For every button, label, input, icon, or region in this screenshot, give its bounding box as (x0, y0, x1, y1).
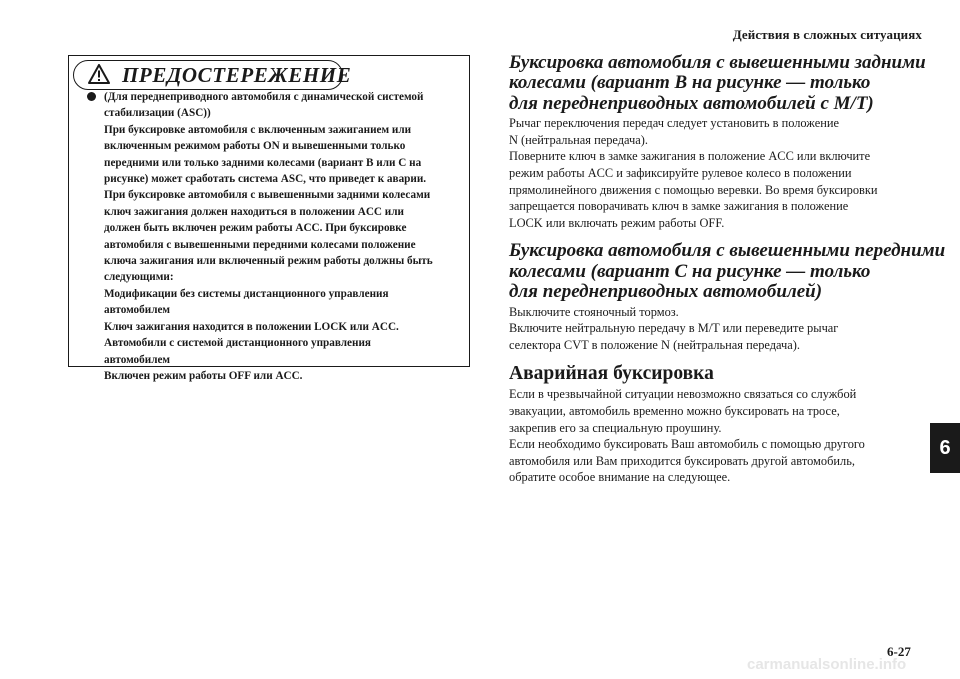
warning-line: При буксировке автомобиля с включенным зажиганием или (104, 123, 412, 136)
body-line: запрещается поворачивать ключ в замке зажигания в положение (509, 199, 849, 214)
body-line: закрепив его за специальную проушину. (509, 420, 722, 435)
warning-line: стабилизации (ASC)) (104, 107, 211, 120)
warning-line: автомобилем (104, 353, 171, 366)
heading-line: Аварийная буксировка (509, 363, 714, 385)
warning-text (104, 89, 465, 384)
content-column (509, 52, 946, 486)
heading-line: колесами (вариант B на рисунке — только (509, 72, 871, 94)
body-line: Включите нейтральную передачу в M/T или переведите рычаг (509, 321, 839, 336)
warning-line: Ключ зажигания находится в положении LOCK или ACC. (104, 320, 399, 333)
warning-line: (Для переднеприводного автомобиля с динамической системой (104, 91, 424, 103)
warning-line: следующими: (104, 271, 174, 284)
warning-title: ПРЕДОСТЕРЕЖЕНИЕ (122, 63, 352, 87)
body-line: режим работы ACC и зафиксируйте рулевое колесо в положении (509, 166, 852, 180)
body-line: Поверните ключ в замке зажигания в положение ACC или включите (509, 149, 871, 164)
warning-line: Включен режим работы OFF или ACC. (104, 369, 303, 382)
body-line: прямолинейного движения с помощью веревки. Во время буксировки (509, 182, 878, 197)
warning-line: включенным режимом работы ON и вывешенными только (104, 140, 406, 153)
warning-line: должен быть включен режим работы ACC. При буксировке (104, 222, 407, 235)
page-number: 6-27 (887, 644, 911, 659)
section-body-front-lift (509, 304, 919, 354)
body-line: Если в чрезвычайной ситуации невозможно связаться со службой (509, 387, 857, 402)
section-body-rear-lift (509, 115, 919, 231)
warning-line: ключа зажигания или включенный режим работы должны быть (104, 255, 433, 268)
warning-line: ключ зажигания должен находиться в положении ACC или (104, 205, 404, 218)
warning-body (87, 89, 465, 384)
section-heading-front-lift (509, 240, 946, 303)
heading-line: колесами (вариант C на рисунке — только (509, 260, 871, 282)
heading-line: для переднеприводных автомобилей) (509, 281, 823, 303)
body-line: Рычаг переключения передач следует установить в положение (509, 116, 839, 131)
body-line: эвакуации, автомобиль временно можно буксировать на тросе, (509, 403, 840, 418)
heading-line: Буксировка автомобиля с вывешенными передними (509, 240, 946, 262)
warning-triangle-icon (88, 64, 110, 84)
body-line: N (нейтральная передача). (509, 132, 648, 147)
body-line: селектора CVT в положение N (нейтральная передача). (509, 337, 801, 352)
section-heading-rear-lift (509, 52, 926, 114)
body-line: обратите особое внимание на следующее. (509, 470, 731, 485)
warning-line: При буксировке автомобиля с вывешенными задними колесами (104, 189, 431, 202)
bullet-icon (87, 92, 96, 101)
warning-line: Автомобили с системой дистанционного управления (104, 337, 371, 350)
warning-line: Модификации без системы дистанционного управления (104, 287, 389, 300)
warning-box (68, 55, 470, 382)
section-header-title: Действия в сложных ситуациях (732, 27, 922, 42)
section-heading-emergency-towing (509, 363, 919, 385)
heading-line: для переднеприводных автомобилей с M/T) (509, 92, 874, 114)
body-line: LOCK или включать режим работы OFF. (509, 215, 725, 230)
warning-line: автомобиля с вывешенными передними колесами положение (104, 238, 416, 251)
body-line: Если необходимо буксировать Ваш автомобиль с помощью другого (509, 437, 865, 452)
heading-line: Буксировка автомобиля с вывешенными задними (509, 52, 926, 73)
body-line: Выключите стояночный тормоз. (509, 304, 679, 319)
body-line: автомобиля или Вам приходится буксировать другой автомобиль, (509, 453, 855, 468)
chapter-tab: 6 (930, 423, 960, 473)
warning-header (73, 60, 352, 90)
watermark: carmanualsonline.info (747, 656, 907, 673)
section-body-emergency-towing (509, 386, 919, 486)
warning-line: рисунке) может сработать система ASC, что приведет к аварии. (104, 173, 427, 186)
warning-line: автомобилем (104, 304, 171, 317)
warning-line: передними или только задними колесами (вариант B или C на (104, 156, 422, 169)
